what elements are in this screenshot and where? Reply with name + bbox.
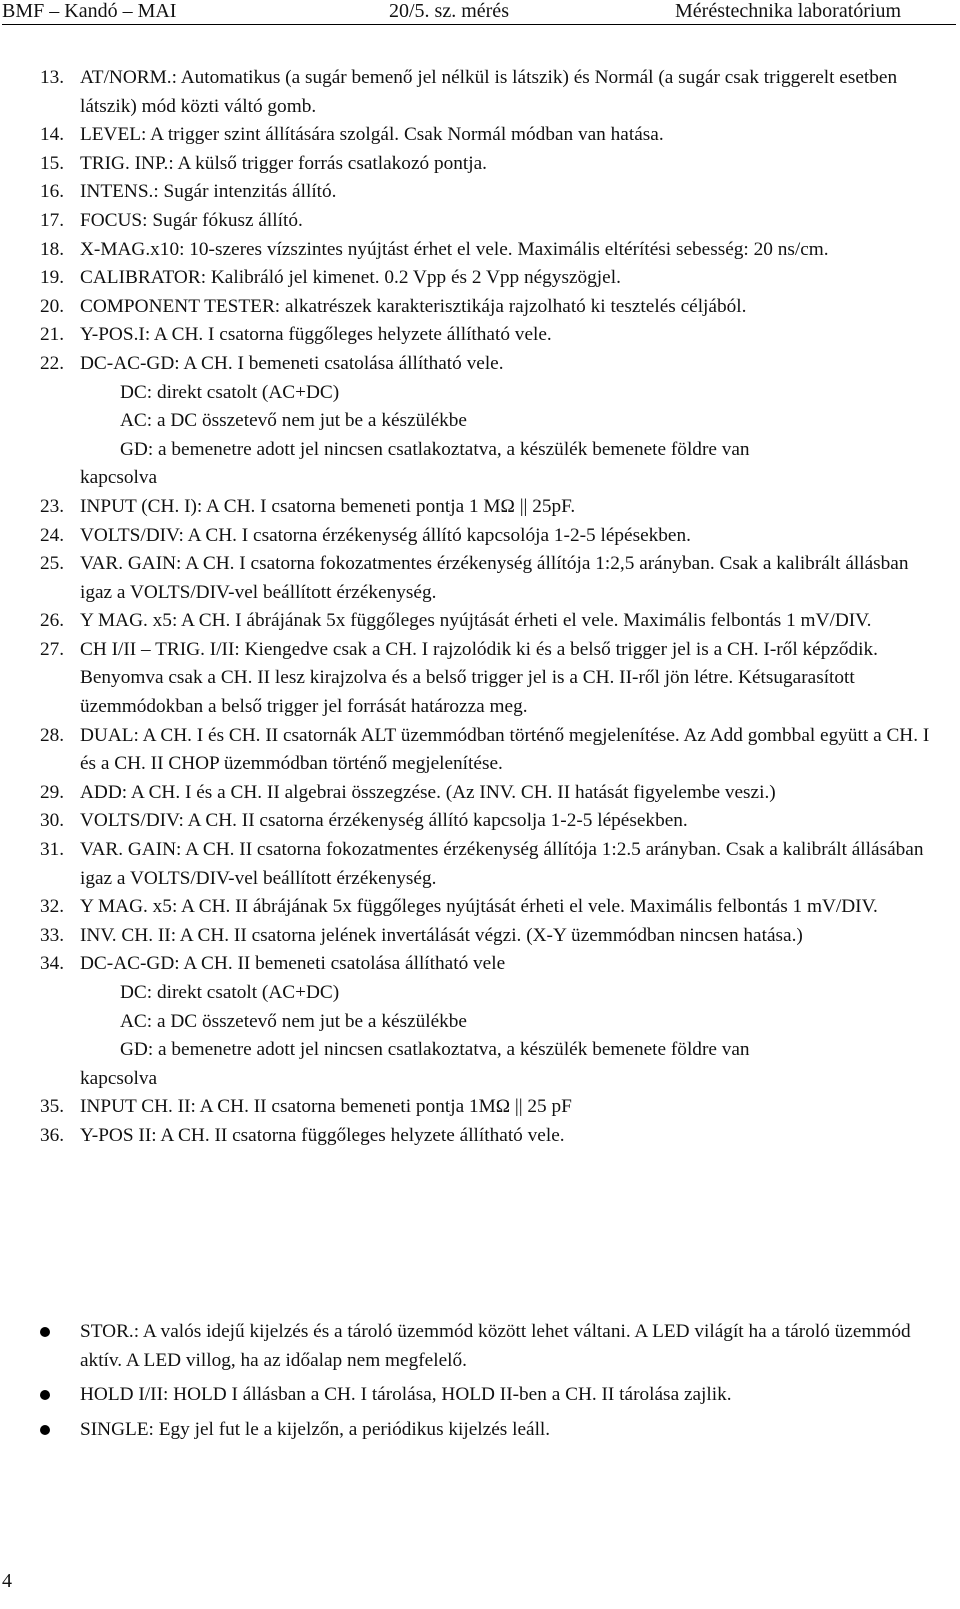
item-number: 32. <box>40 896 65 918</box>
bullet-dot-icon <box>40 1390 50 1400</box>
list-item <box>40 893 945 922</box>
item-number: 29. <box>40 781 65 803</box>
list-item <box>40 321 945 350</box>
item-text: DC-AC-GD: A CH. I bemeneti csatolása állítható vele. <box>80 352 504 374</box>
header-right: Méréstechnika laboratórium <box>675 0 902 22</box>
page-footer <box>2 1570 12 1593</box>
numbered-list <box>40 64 945 1151</box>
bullet-dot-icon <box>40 1327 50 1337</box>
bullet-text: HOLD I/II: HOLD I állásban a CH. I tárolása, HOLD II-ben a CH. II tárolása zajlik. <box>80 1384 732 1406</box>
item-text: VOLTS/DIV: A CH. II csatorna érzékenység állító kapcsolja 1-2-5 lépésekben. <box>80 810 688 832</box>
list-item <box>40 178 945 207</box>
list-item <box>40 236 945 265</box>
list-item <box>40 207 945 236</box>
bullet-item <box>40 1416 945 1445</box>
page-header <box>2 0 956 25</box>
item-number: 33. <box>40 924 65 946</box>
item-number: 16. <box>40 181 65 203</box>
bullet-text: STOR.: A valós idejű kijelzés és a tároló üzemmód között lehet váltani. A LED világít ha a tároló üzemmód aktív. A LED villog, ha az időalap nem megfelelő. <box>80 1321 911 1371</box>
list-item <box>40 779 945 808</box>
coupling-gd-cont: kapcsolva <box>80 467 158 489</box>
list-item <box>40 293 945 322</box>
list-item <box>40 607 945 636</box>
item-text: AT/NORM.: Automatikus (a sugár bemenő jel nélkül is látszik) és Normál (a sugár csak triggerelt esetben látszik) mód közti váltó gomb. <box>80 67 898 117</box>
bullet-item <box>40 1318 945 1375</box>
item-number: 18. <box>40 238 65 260</box>
item-text: VOLTS/DIV: A CH. I csatorna érzékenység állító kapcsolója 1-2-5 lépésekben. <box>80 524 691 546</box>
item-number: 14. <box>40 124 65 146</box>
header-left: BMF – Kandó – MAI <box>2 0 177 22</box>
list-item <box>40 350 945 379</box>
item-text: FOCUS: Sugár fókusz állító. <box>80 209 303 231</box>
bullet-list <box>40 1318 945 1450</box>
item-number: 31. <box>40 839 65 861</box>
item-number: 23. <box>40 495 65 517</box>
list-item <box>40 493 945 522</box>
item-number: 30. <box>40 810 65 832</box>
list-item <box>40 836 945 893</box>
list-item <box>40 636 945 722</box>
list-item <box>40 722 945 779</box>
item-text: Y-POS.I: A CH. I csatorna függőleges helyzete állítható vele. <box>80 324 552 346</box>
item-text: INPUT CH. II: A CH. II csatorna bemeneti pontja 1MΩ || 25 pF <box>80 1096 572 1118</box>
item-text: INTENS.: Sugár intenzitás állító. <box>80 181 337 203</box>
list-item <box>40 121 945 150</box>
list-item <box>40 150 945 179</box>
item-text: CH I/II – TRIG. I/II: Kiengedve csak a CH. I rajzolódik ki és a belső trigger jel is a CH. I-ről képződik. Benyomva csak a CH. II lesz kirajzolva és a belső trigger jel is a CH. II-ről jön létre. Kétsugarasított üzemmódokban a belső trigger jel forrását határozza meg. <box>80 638 878 718</box>
item-number: 28. <box>40 724 65 746</box>
item-number: 17. <box>40 209 65 231</box>
item-number: 27. <box>40 638 65 660</box>
coupling-gd-line: GD: a bemenetre adott jel nincsen csatlakoztatva, a készülék bemenete földre van <box>120 438 750 460</box>
list-item <box>40 522 945 551</box>
list-item <box>40 550 945 607</box>
item-number: 20. <box>40 295 65 317</box>
bullet-dot-icon <box>40 1425 50 1435</box>
list-item <box>40 264 945 293</box>
header-center: 20/5. sz. mérés <box>389 0 509 22</box>
item-number: 35. <box>40 1096 65 1118</box>
item-number: 34. <box>40 953 65 975</box>
coupling-gd-cont: kapcsolva <box>80 1067 158 1089</box>
item-text: X-MAG.x10: 10-szeres vízszintes nyújtást érhet el vele. Maximális eltérítési sebesség: 20 ns/cm. <box>80 238 829 260</box>
item-text: LEVEL: A trigger szint állítására szolgál. Csak Normál módban van hatása. <box>80 124 664 146</box>
list-item <box>40 950 945 979</box>
list-item <box>40 1093 945 1122</box>
coupling-ac-line: AC: a DC összetevő nem jut be a készülékbe <box>120 1010 467 1032</box>
item-number: 21. <box>40 324 65 346</box>
list-item <box>40 922 945 951</box>
item-number: 36. <box>40 1124 65 1146</box>
item-text: DUAL: A CH. I és CH. II csatornák ALT üzemmódban történő megjelenítése. Az Add gombbal együtt a CH. I és a CH. II CHOP üzemmódban történő megjelenítése. <box>80 724 930 775</box>
item-text: TRIG. INP.: A külső trigger forrás csatlakozó pontja. <box>80 152 487 174</box>
coupling-gd-line: GD: a bemenetre adott jel nincsen csatlakoztatva, a készülék bemenete földre van <box>120 1039 750 1061</box>
item-text: Y MAG. x5: A CH. II ábrájának 5x függőleges nyújtását érheti el vele. Maximális felbontás 1 mV/DIV. <box>80 896 878 918</box>
item-number: 13. <box>40 67 65 88</box>
item-number: 22. <box>40 352 65 374</box>
item-text: Y-POS II: A CH. II csatorna függőleges helyzete állítható vele. <box>80 1124 565 1146</box>
item-text: INPUT (CH. I): A CH. I csatorna bemeneti pontja 1 MΩ || 25pF. <box>80 495 576 517</box>
bullet-item <box>40 1381 945 1410</box>
item-number: 15. <box>40 152 65 174</box>
item-text: INV. CH. II: A CH. II csatorna jelének invertálását végzi. (X-Y üzemmódban nincsen hatása.) <box>80 924 803 946</box>
item-text: Y MAG. x5: A CH. I ábrájának 5x függőleges nyújtását érheti el vele. Maximális felbontás 1 mV/DIV. <box>80 610 872 632</box>
coupling-dc-line: DC: direkt csatolt (AC+DC) <box>120 381 340 403</box>
coupling-dc-line: DC: direkt csatolt (AC+DC) <box>120 982 340 1003</box>
item-number: 25. <box>40 553 65 575</box>
item-number: 26. <box>40 610 65 632</box>
item-text: COMPONENT TESTER: alkatrészek karakterisztikája rajzolható ki tesztelés céljából. <box>80 295 747 317</box>
list-item <box>40 64 945 121</box>
item-text: VAR. GAIN: A CH. II csatorna fokozatmentes érzékenység állítója 1:2.5 arányban. Csak a kalibrált állásában igaz a VOLTS/DIV-vel beállított érzékenység. <box>80 839 924 889</box>
list-item <box>40 1122 945 1151</box>
list-item <box>40 807 945 836</box>
page-number: 4 <box>2 1570 12 1592</box>
item-text: VAR. GAIN: A CH. I csatorna fokozatmentes érzékenység állítója 1:2,5 arányban. Csak a kalibrált állásban igaz a VOLTS/DIV-vel beállított érzékenység. <box>80 553 909 603</box>
coupling-ac-line: AC: a DC összetevő nem jut be a készülékbe <box>120 410 467 432</box>
item-text: ADD: A CH. I és a CH. II algebrai összegzése. (Az INV. CH. II hatását figyelembe veszi.) <box>80 781 776 803</box>
item-number: 24. <box>40 524 65 546</box>
item-text: CALIBRATOR: Kalibráló jel kimenet. 0.2 Vpp és 2 Vpp négyszögjel. <box>80 267 621 289</box>
item-text: DC-AC-GD: A CH. II bemeneti csatolása állítható vele <box>80 953 506 975</box>
bullet-text: SINGLE: Egy jel fut le a kijelzőn, a periódikus kijelzés leáll. <box>80 1418 551 1440</box>
item-number: 19. <box>40 267 65 289</box>
